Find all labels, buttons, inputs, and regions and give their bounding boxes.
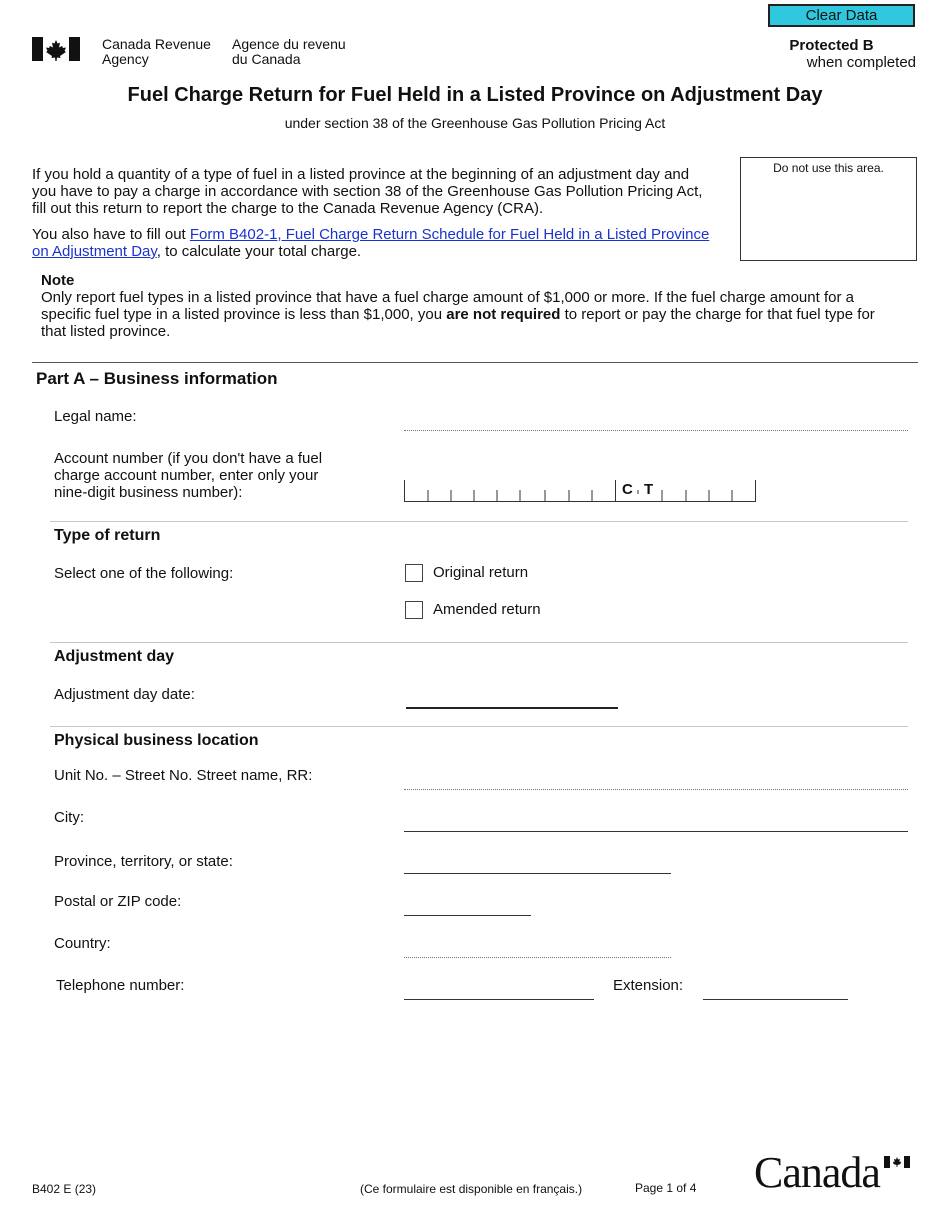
form-title: Fuel Charge Return for Fuel Held in a Listed Province on Adjustment Day (127, 84, 823, 106)
street-label: Unit No. – Street No. Street name, RR: (54, 767, 313, 784)
note-text: Only report fuel types in a listed province that have a fuel charge amount of $1,000 or more. If the fuel charge amount for a specific fuel type in a listed province is less than $1,000, you are not required to report or pay the charge for that fuel type for that listed province. (41, 289, 875, 340)
original-return-label: Original return (433, 564, 529, 581)
note-heading: Note (41, 272, 75, 289)
select-one-label: Select one of the following: (54, 565, 234, 582)
wordmark-flag-icon (884, 1155, 910, 1167)
extension-field[interactable] (703, 999, 848, 1000)
legal-name-field[interactable] (404, 430, 908, 431)
form-subtitle: under section 38 of the Greenhouse Gas Pollution Pricing Act (284, 115, 666, 131)
part-a-heading: Part A – Business information (36, 369, 278, 388)
adjustment-day-heading: Adjustment day (54, 648, 175, 665)
divider (50, 642, 908, 643)
form-b402-1-link[interactable]: Form B402-1, Fuel Charge Return Schedule for Fuel Held in a Listed Province (189, 226, 710, 243)
type-of-return-heading: Type of return (54, 527, 161, 544)
canada-wordmark: Canada (754, 1148, 880, 1197)
city-label: City: (54, 809, 84, 826)
canada-flag-icon (32, 37, 80, 61)
protected-label: Protected B (789, 37, 874, 54)
adjustment-day-date-field[interactable] (406, 707, 618, 709)
intro-paragraph-2: You also have to fill out Form B402-1, Fuel Charge Return Schedule for Fuel Held in a Listed Province on Adjustment Day, to calculate your total charge. (32, 226, 710, 260)
amended-return-label: Amended return (433, 601, 541, 618)
account-t-letter: T (644, 481, 654, 498)
postal-code-label: Postal or ZIP code: (54, 893, 182, 910)
divider (50, 726, 908, 727)
page-number: Page 1 of 4 (635, 1181, 697, 1195)
province-label: Province, territory, or state: (54, 853, 233, 870)
province-field[interactable] (404, 873, 671, 874)
clear-data-button[interactable]: Clear Data (768, 4, 915, 27)
country-label: Country: (54, 935, 111, 952)
country-field[interactable] (404, 957, 671, 958)
amended-return-checkbox[interactable] (405, 601, 423, 619)
agency-name-en: Canada Revenue Agency (102, 36, 211, 67)
form-b402-1-link-cont[interactable]: on Adjustment Day (32, 243, 157, 260)
account-c-letter: C (622, 481, 633, 498)
account-number-field[interactable] (404, 478, 756, 502)
when-completed-label: when completed (806, 54, 916, 71)
form-id: B402 E (23) (32, 1182, 97, 1196)
account-number-label: Account number (if you don't have a fuel charge account number, enter only your nine-digit business number): (54, 450, 323, 501)
do-not-use-label: Do not use this area. (773, 161, 884, 175)
telephone-field[interactable] (404, 999, 594, 1000)
postal-code-field[interactable] (404, 915, 531, 916)
agency-name-fr: Agence du revenu du Canada (232, 36, 346, 67)
legal-name-label: Legal name: (54, 408, 137, 425)
account-comb-boxes (404, 478, 756, 502)
intro-paragraph: If you hold a quantity of a type of fuel in a listed province at the beginning of an adjustment day and you have to pay a charge in accordance with section 38 of the Greenhouse Gas Pollution Pricing Act, fill out this return to report the charge to the Canada Revenue Agency (CRA). (32, 166, 703, 217)
extension-label: Extension: (613, 977, 684, 994)
city-field[interactable] (404, 831, 908, 832)
do-not-use-area (740, 157, 917, 261)
french-availability: (Ce formulaire est disponible en français.) (360, 1182, 583, 1196)
section-divider (32, 362, 918, 363)
adjustment-day-date-label: Adjustment day date: (54, 686, 195, 703)
original-return-checkbox[interactable] (405, 564, 423, 582)
telephone-label: Telephone number: (56, 977, 185, 994)
street-field[interactable] (404, 789, 908, 790)
physical-location-heading: Physical business location (54, 732, 259, 749)
divider (50, 521, 908, 522)
